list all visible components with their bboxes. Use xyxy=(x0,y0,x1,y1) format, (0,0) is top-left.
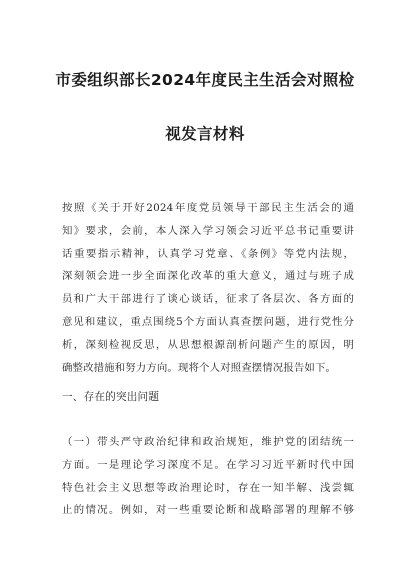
document-title-line-1: 市委组织部长2024年度民主生活会对照检 xyxy=(55,71,355,89)
intro-line: 析，深刻检视反思，从思想根源剖析问题产生的原因，明 xyxy=(62,338,354,351)
intro-line: 话重要指示精神，认真学习党章、《条例》等党内法规， xyxy=(62,247,354,260)
intro-line: 意见和建议，重点围绕5个方面认真查摆问题，进行党性分 xyxy=(62,315,354,328)
intro-line: 按照《关于开好2024年度党员领导干部民主生活会的通 xyxy=(62,202,354,214)
intro-line: 知》要求，会前，本人深入学习领会习近平总书记重要讲 xyxy=(62,224,354,237)
intro-line: 确整改措施和努力方向。现将个人对照查摆情况报告如下。 xyxy=(62,361,337,374)
section-paragraph xyxy=(62,431,354,522)
section-heading: 一、存在的突出问题 xyxy=(62,391,160,403)
section-line: 特色社会主义思想等政治理论时，存在一知半解、浅尝辄 xyxy=(62,481,354,494)
intro-paragraph xyxy=(62,197,354,379)
section-line: 止的情况。例如，对一些重要论断和战略部署的理解不够 xyxy=(62,504,354,517)
intro-line: 员和广大干部进行了谈心谈话，征求了各层次、各方面的 xyxy=(62,293,354,306)
section-line: 方面。一是理论学习深度不足。在学习习近平新时代中国 xyxy=(62,458,354,471)
intro-line: 深刻领会进一步全面深化改革的重大意义，通过与班子成 xyxy=(62,270,354,283)
document-title-line-2: 视发言材料 xyxy=(165,125,245,143)
section-line: （一）带头严守政治纪律和政治规矩，维护党的团结统一 xyxy=(62,436,354,448)
